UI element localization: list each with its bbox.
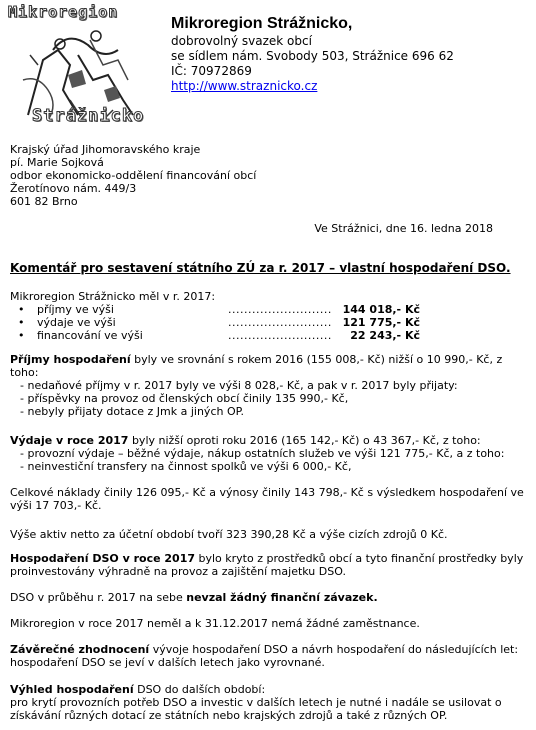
expenses-text: byly nižší oproti roku 2016 (165 142,- Kč) o 43 367,- Kč, z toho: — [128, 434, 481, 447]
expenses-label: Výdaje v roce 2017 — [10, 434, 129, 447]
summary-dots: .......................... — [228, 316, 332, 329]
income-label: Příjmy hospodaření — [10, 353, 131, 366]
bullet: • — [18, 303, 25, 316]
assets-paragraph: Výše aktiv netto za účetní období tvoří 323 390,28 Kč a výše cizích zdrojů 0 Kč. — [10, 528, 448, 541]
management-text: bylo kryto z prostředků obcí a tyto finanční prostředky byly proinvestovány výhradně na provoz a zajištění majetku DSO. — [10, 552, 524, 578]
liability-paragraph — [10, 591, 525, 604]
expenses-item: - provozní výdaje – běžné výdaje, nákup ostatních služeb ve výši 121 775,- Kč, a z toho: — [20, 447, 505, 460]
recipient-line: odbor ekonomicko-oddělení financování obcí — [10, 169, 257, 182]
bullet: • — [18, 316, 25, 329]
recipient-line: pí. Marie Sojková — [10, 156, 104, 169]
logo-bottom-text: Strážnicko — [32, 106, 145, 126]
summary-label: financování ve výši — [37, 329, 143, 342]
summary-intro: Mikroregion Strážnicko měl v r. 2017: — [10, 290, 216, 303]
logo — [8, 3, 158, 131]
management-paragraph — [10, 552, 525, 578]
logo-top-text: Mikroregion — [8, 3, 119, 21]
organization-type: dobrovolný svazek obcí — [171, 34, 312, 48]
bullet: • — [18, 329, 25, 342]
recipient-line: 601 82 Brno — [10, 195, 78, 208]
recipient-line: Krajský úřad Jihomoravského kraje — [10, 143, 201, 156]
costs-paragraph: Celkové náklady činily 126 095,- Kč a výnosy činily 143 798,- Kč s výsledkem hospodaření ve výši 17 703,- Kč. — [10, 486, 524, 512]
summary-value: 22 243,- Kč — [350, 329, 420, 342]
summary-value: 121 775,- Kč — [342, 316, 420, 329]
conclusion-paragraph — [10, 643, 525, 669]
income-text: byly ve srovnání s rokem 2016 (155 008,- Kč) nižší o 10 990,- Kč, z toho: — [10, 353, 503, 379]
conclusion-text: vývoje hospodaření DSO a návrh hospodaření do následujících let: hospodaření DSO se jeví v dalších letech jako vyrovnané. — [10, 643, 519, 669]
organization-header — [171, 14, 531, 94]
summary-dots: .......................... — [228, 329, 332, 342]
summary-label: příjmy ve výši — [37, 303, 114, 316]
organization-id: IČ: 70972869 — [171, 64, 252, 78]
liability-label: nevzal žádný finanční závazek. — [186, 591, 378, 604]
organization-website-link[interactable]: http://www.straznicko.cz — [171, 79, 318, 93]
organization-address: se sídlem nám. Svobody 503, Strážnice 696 62 — [171, 49, 454, 63]
management-label: Hospodaření DSO v roce 2017 — [10, 552, 195, 565]
income-item: - příspěvky na provoz od členských obcí činily 135 990,- Kč, — [20, 392, 349, 405]
outlook-text: DSO do dalších období: — [133, 683, 266, 696]
recipient-line: Žerotínovo nám. 449/3 — [10, 182, 137, 195]
organization-name: Mikroregion Strážnicko, — [171, 15, 353, 32]
outlook-line: pro krytí provozních potřeb DSO a investic v dalších letech je nutné i nadále se usilovat o získávání různých dotací ze státních nebo krajských zdrojů a také z různých OP. — [10, 696, 502, 722]
income-item: - nedaňové příjmy v r. 2017 byly ve výši 8 028,- Kč, a pak v r. 2017 byly přijaty: — [20, 379, 458, 392]
summary-list — [0, 303, 536, 343]
summary-label: výdaje ve výši — [37, 316, 116, 329]
summary-dots: .......................... — [228, 303, 332, 316]
staff-paragraph: Mikroregion v roce 2017 neměl a k 31.12.2017 nemá žádné zaměstnance. — [10, 617, 420, 630]
income-item: - nebyly přijaty dotace z Jmk a jiných OP. — [20, 405, 245, 418]
conclusion-label: Závěrečné zhodnocení — [10, 643, 150, 656]
liability-text: DSO v průběhu r. 2017 na sebe — [10, 591, 187, 604]
expenses-item: - neinvestiční transfery na činnost spolků ve výši 6 000,- Kč, — [20, 460, 352, 473]
letter-date: Ve Strážnici, dne 16. ledna 2018 — [314, 222, 493, 235]
document-heading: Komentář pro sestavení státního ZÚ za r. 2017 – vlastní hospodaření DSO. — [10, 261, 511, 275]
recipient-address — [10, 143, 256, 208]
outlook-paragraph — [10, 683, 525, 722]
expenses-section — [10, 434, 525, 473]
summary-value: 144 018,- Kč — [342, 303, 420, 316]
income-section — [10, 353, 525, 418]
outlook-label: Výhled hospodaření — [10, 683, 134, 696]
